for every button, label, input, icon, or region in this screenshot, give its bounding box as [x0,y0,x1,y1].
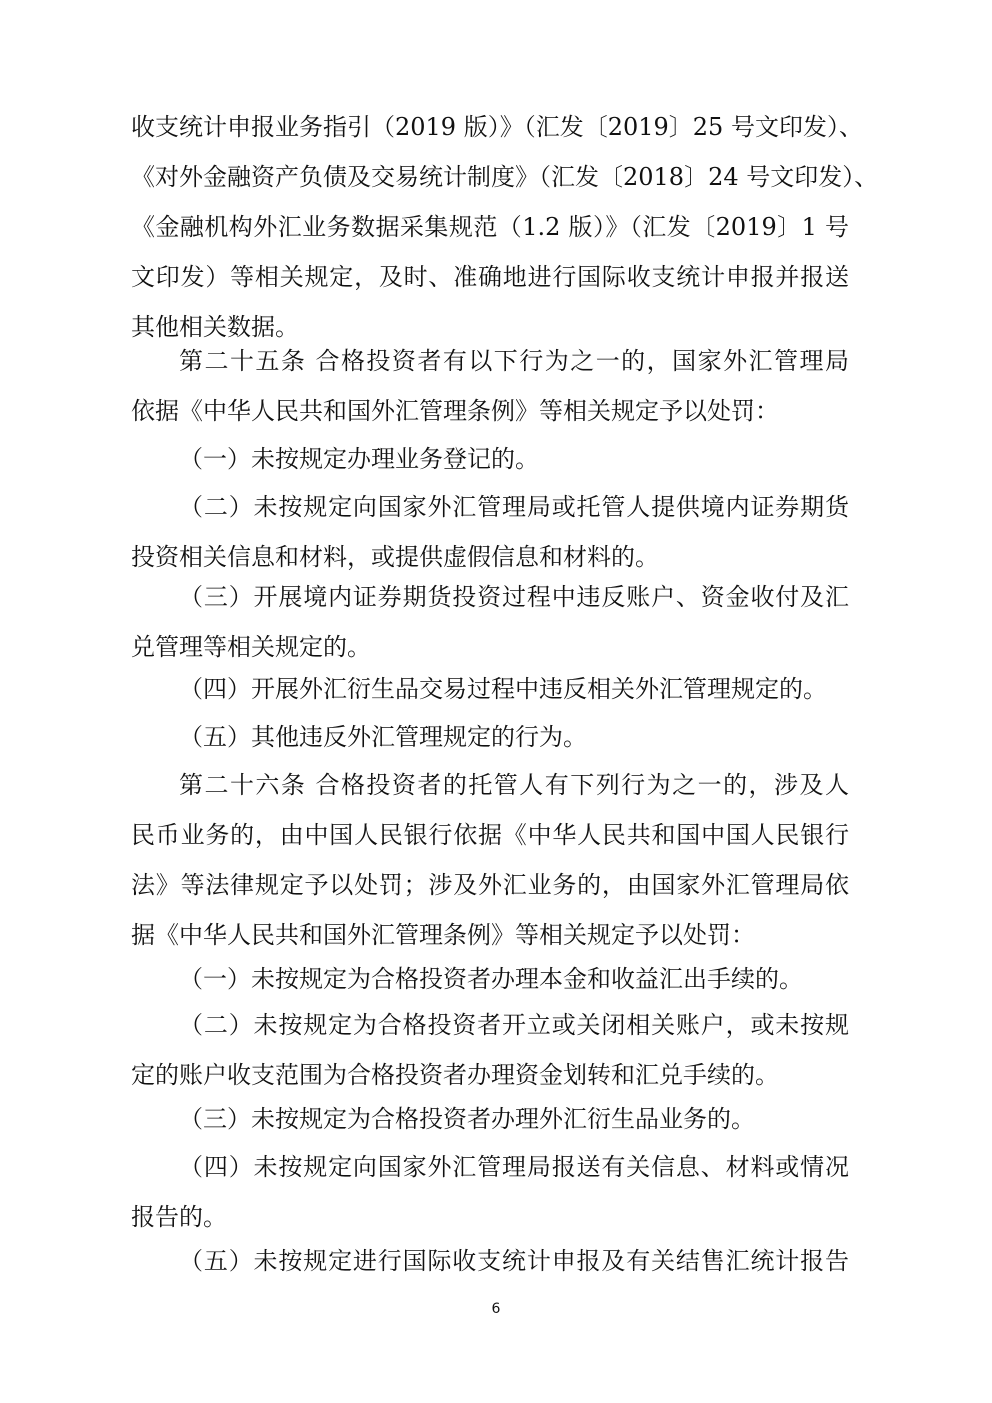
paragraph-line: 《金融机构外汇业务数据采集规范（1.2 版）》（汇发〔2019〕1 号 [131,213,849,241]
paragraph-line: 其他相关数据。 [131,313,299,341]
list-item: （一）未按规定办理业务登记的。 [179,445,539,473]
paragraph-line: 收支统计申报业务指引（2019 版）》（汇发〔2019〕25 号文印发）、 [131,113,863,141]
article-26-heading-line: 第二十六条 合格投资者的托管人有下列行为之一的，涉及人 [179,771,849,799]
paragraph-line: 《对外金融资产负债及交易统计制度》（汇发〔2018〕24 号文印发）、 [131,163,879,191]
paragraph-line: 报告的。 [131,1203,227,1231]
paragraph-line: 投资相关信息和材料，或提供虚假信息和材料的。 [131,543,659,571]
page-number: 6 [491,1301,501,1317]
paragraph-line: 民币业务的，由中国人民银行依据《中华人民共和国中国人民银行 [131,821,849,849]
list-item: （三）未按规定为合格投资者办理外汇衍生品业务的。 [179,1105,755,1133]
list-item: （二）未按规定向国家外汇管理局或托管人提供境内证券期货 [179,493,849,521]
paragraph-line: 定的账户收支范围为合格投资者办理资金划转和汇兑手续的。 [131,1061,779,1089]
list-item: （四）未按规定向国家外汇管理局报送有关信息、材料或情况 [179,1153,849,1181]
paragraph-line: 依据《中华人民共和国外汇管理条例》等相关规定予以处罚： [131,397,779,425]
paragraph-line: 文印发）等相关规定，及时、准确地进行国际收支统计申报并报送 [131,263,849,291]
list-item: （五）未按规定进行国际收支统计申报及有关结售汇统计报告 [179,1247,849,1275]
paragraph-line: 兑管理等相关规定的。 [131,633,371,661]
paragraph-line: 据《中华人民共和国外汇管理条例》等相关规定予以处罚： [131,921,755,949]
list-item: （一）未按规定为合格投资者办理本金和收益汇出手续的。 [179,965,803,993]
list-item: （五）其他违反外汇管理规定的行为。 [179,723,587,751]
list-item: （三）开展境内证券期货投资过程中违反账户、资金收付及汇 [179,583,849,611]
list-item: （四）开展外汇衍生品交易过程中违反相关外汇管理规定的。 [179,675,827,703]
list-item: （二）未按规定为合格投资者开立或关闭相关账户，或未按规 [179,1011,849,1039]
article-25-heading-line: 第二十五条 合格投资者有以下行为之一的，国家外汇管理局 [179,347,849,375]
paragraph-line: 法》等法律规定予以处罚；涉及外汇业务的，由国家外汇管理局依 [131,871,849,899]
